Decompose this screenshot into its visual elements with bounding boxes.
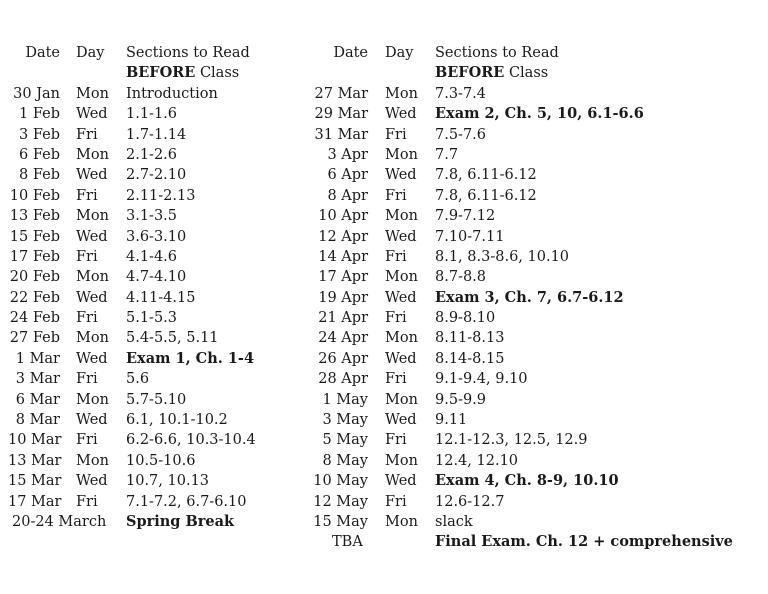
row-date: 5 May <box>322 432 368 449</box>
row-day: Fri <box>385 248 407 265</box>
row-date: 19 Apr <box>318 289 368 306</box>
row-day: Mon <box>76 85 109 102</box>
row-day: Wed <box>76 228 108 245</box>
row-date: 22 Feb <box>9 289 60 306</box>
row-date: 14 Apr <box>318 248 368 265</box>
row-sections: 4.7-4.10 <box>126 269 187 286</box>
row-date: 26 Apr <box>318 350 368 367</box>
row-day: Mon <box>76 146 109 163</box>
row-sections: 6.1, 10.1-10.2 <box>126 412 228 429</box>
row-date: 6 Apr <box>327 167 368 184</box>
row-day: Fri <box>76 248 98 265</box>
row-day: Wed <box>76 350 108 367</box>
row-date: 27 Mar <box>314 85 368 102</box>
row-date: 10 Mar <box>8 432 62 449</box>
row-date: 8 Apr <box>327 187 368 204</box>
row-day: Wed <box>76 473 108 490</box>
row-date: 28 Apr <box>318 371 368 388</box>
before-label: BEFORE <box>126 64 196 82</box>
row-day: Mon <box>76 452 109 469</box>
row-date: 10 Apr <box>318 208 368 225</box>
row-day: Wed <box>76 106 108 123</box>
row-day: Fri <box>76 126 98 143</box>
row-sections: 3.6-3.10 <box>126 228 187 245</box>
row-date: 13 Mar <box>8 452 62 469</box>
row-day: Fri <box>385 126 407 143</box>
row-date: 29 Mar <box>314 106 368 123</box>
row-sections: 1.1-1.6 <box>126 106 178 123</box>
row-sections: 9.5-9.9 <box>435 391 487 408</box>
row-sections: 4.1-4.6 <box>126 248 178 265</box>
row-sections: 7.5-7.6 <box>435 126 487 143</box>
row-date: 3 Mar <box>15 371 60 388</box>
row-sections: 8.1, 8.3-8.6, 10.10 <box>435 248 570 265</box>
date-header: Date <box>333 45 368 61</box>
row-day: Fri <box>385 310 407 327</box>
row-day: Wed <box>76 412 108 429</box>
sections-header-2 <box>435 63 548 83</box>
row-day: Fri <box>385 493 407 510</box>
row-date: 10 May <box>313 473 368 490</box>
row-sections: 2.7-2.10 <box>126 167 187 184</box>
row-date: 3 Feb <box>19 126 60 143</box>
row-sections: 7.9-7.12 <box>435 208 496 225</box>
row-day: Mon <box>385 391 418 408</box>
row-date: 31 Mar <box>314 126 368 143</box>
row-sections: 5.1-5.3 <box>126 310 178 327</box>
row-sections: 10.7, 10.13 <box>126 473 210 490</box>
row-date: 8 Mar <box>15 412 60 429</box>
row-day: Wed <box>385 350 417 367</box>
row-day: Wed <box>385 228 417 245</box>
row-day: Mon <box>76 208 109 225</box>
row-day: Fri <box>385 187 407 204</box>
row-date: 27 Feb <box>9 330 60 347</box>
row-sections: 3.1-3.5 <box>126 208 178 225</box>
row-date: 1 Feb <box>19 106 60 123</box>
row-day: Fri <box>76 310 98 327</box>
row-sections: 7.3-7.4 <box>435 85 487 102</box>
row-sections: 12.1-12.3, 12.5, 12.9 <box>435 432 588 449</box>
row-date: 21 Apr <box>318 310 368 327</box>
row-day: Wed <box>385 167 417 184</box>
row-sections: 2.1-2.6 <box>126 146 178 163</box>
row-date: 24 Apr <box>318 330 368 347</box>
row-date: 6 Mar <box>15 391 60 408</box>
row-sections: 1.7-1.14 <box>126 126 187 143</box>
row-day: Wed <box>385 473 417 490</box>
row-date: 1 May <box>322 391 368 408</box>
row-date: 12 May <box>313 493 368 510</box>
row-sections: 8.14-8.15 <box>435 350 505 367</box>
row-date: 3 May <box>322 412 368 429</box>
row-date: 20 Feb <box>9 269 60 286</box>
row-day: Wed <box>385 412 417 429</box>
row-day: Mon <box>385 269 418 286</box>
row-date: 10 Feb <box>9 187 60 204</box>
row-date: 3 Apr <box>327 146 368 163</box>
row-date: 8 Feb <box>19 167 60 184</box>
row-day: Fri <box>76 493 98 510</box>
row-exam: Exam 1, Ch. 1-4 <box>126 349 255 367</box>
row-sections: 9.11 <box>435 412 468 429</box>
row-sections: 6.2-6.6, 10.3-10.4 <box>126 432 256 449</box>
row-sections: 5.4-5.5, 5.11 <box>126 330 219 347</box>
row-sections: Introduction <box>126 85 218 102</box>
row-sections: 4.11-4.15 <box>126 289 196 306</box>
row-day: Wed <box>385 289 417 306</box>
day-header: Day <box>385 45 414 61</box>
row-day: Mon <box>76 330 109 347</box>
class-label: Class <box>195 65 240 82</box>
row-sections: 7.8, 6.11-6.12 <box>435 187 537 204</box>
row-day: Fri <box>76 371 98 388</box>
row-exam: Exam 3, Ch. 7, 6.7-6.12 <box>435 288 624 306</box>
row-sections: 7.1-7.2, 6.7-6.10 <box>126 493 247 510</box>
row-day: Mon <box>385 208 418 225</box>
row-day: Mon <box>385 146 418 163</box>
row-sections: 7.7 <box>435 146 459 163</box>
spring-break-dates: 20-24 March <box>12 513 107 530</box>
row-sections: 8.7-8.8 <box>435 269 487 286</box>
row-date: 12 Apr <box>318 228 368 245</box>
row-day: Fri <box>385 371 407 388</box>
final-exam-date: TBA <box>332 534 363 551</box>
row-sections: 12.6-12.7 <box>435 493 505 510</box>
row-exam: Exam 4, Ch. 8-9, 10.10 <box>435 472 619 490</box>
row-date: 17 Feb <box>9 248 60 265</box>
row-day: Mon <box>385 85 418 102</box>
row-day: Fri <box>76 187 98 204</box>
row-date: 13 Feb <box>9 208 60 225</box>
sections-header: Sections to Read <box>126 45 250 61</box>
row-sections: 8.11-8.13 <box>435 330 505 347</box>
row-sections: 7.8, 6.11-6.12 <box>435 167 537 184</box>
row-day: Fri <box>385 432 407 449</box>
row-date: 15 Mar <box>8 473 62 490</box>
row-date: 30 Jan <box>13 85 60 102</box>
date-header: Date <box>25 45 60 61</box>
row-sections: 9.1-9.4, 9.10 <box>435 371 528 388</box>
spring-break-label: Spring Break <box>126 512 235 530</box>
row-sections: 10.5-10.6 <box>126 452 196 469</box>
row-sections: slack <box>435 513 473 530</box>
row-date: 15 Feb <box>9 228 60 245</box>
row-date: 1 Mar <box>15 350 60 367</box>
row-day: Wed <box>385 106 417 123</box>
row-day: Mon <box>76 391 109 408</box>
row-sections: 2.11-2.13 <box>126 187 196 204</box>
row-date: 8 May <box>322 452 368 469</box>
row-sections: 7.10-7.11 <box>435 228 505 245</box>
row-day: Wed <box>76 289 108 306</box>
row-sections: 8.9-8.10 <box>435 310 496 327</box>
row-day: Fri <box>76 432 98 449</box>
row-exam: Exam 2, Ch. 5, 10, 6.1-6.6 <box>435 105 644 123</box>
sections-header: Sections to Read <box>435 45 559 61</box>
sections-header-2 <box>126 63 239 83</box>
row-date: 15 May <box>313 513 368 530</box>
row-day: Wed <box>76 167 108 184</box>
class-label: Class <box>504 65 549 82</box>
row-sections: 5.6 <box>126 371 150 388</box>
day-header: Day <box>76 45 105 61</box>
row-date: 17 Mar <box>8 493 62 510</box>
before-label: BEFORE <box>435 64 505 82</box>
row-day: Mon <box>385 513 418 530</box>
row-date: 24 Feb <box>9 310 60 327</box>
final-exam-label: Final Exam. Ch. 12 + comprehensive <box>435 533 733 551</box>
row-day: Mon <box>76 269 109 286</box>
row-day: Mon <box>385 330 418 347</box>
row-sections: 5.7-5.10 <box>126 391 187 408</box>
row-sections: 12.4, 12.10 <box>435 452 519 469</box>
row-date: 17 Apr <box>318 269 368 286</box>
row-day: Mon <box>385 452 418 469</box>
row-date: 6 Feb <box>19 146 60 163</box>
